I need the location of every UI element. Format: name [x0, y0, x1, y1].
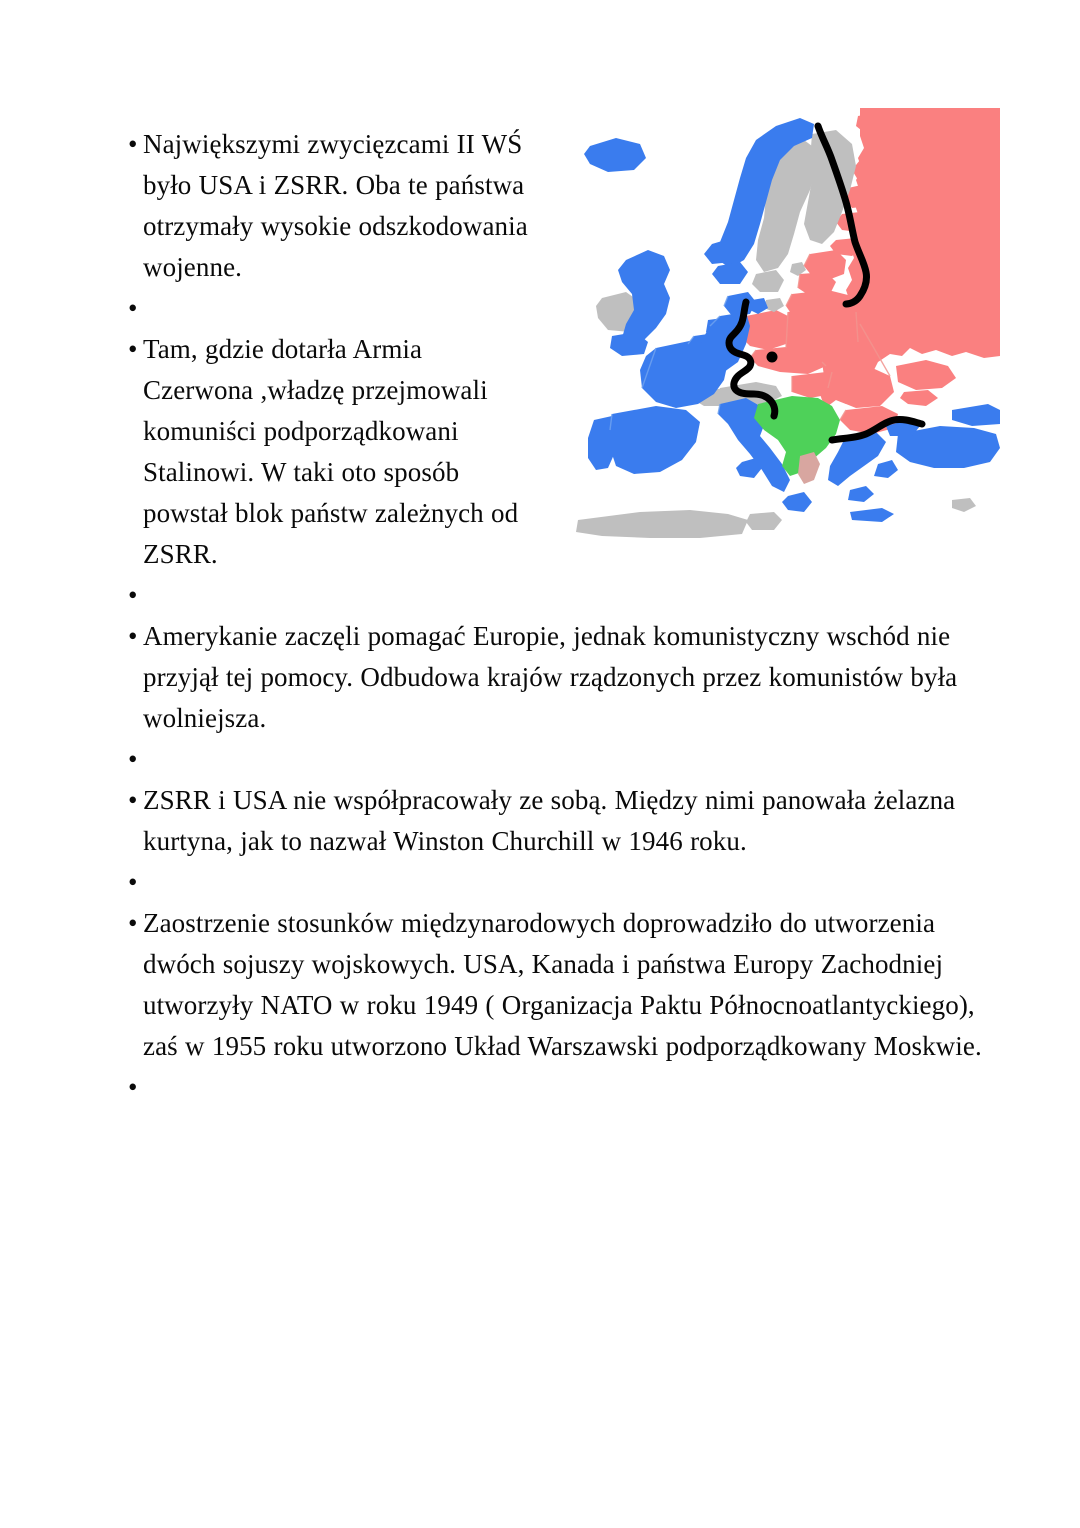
bullet-marker-icon: •: [128, 1072, 138, 1102]
list-item: [128, 329, 1012, 575]
list-item: [128, 616, 1012, 739]
list-item: [128, 124, 1012, 288]
bullet-marker-icon: •: [128, 867, 138, 897]
bullet-marker-icon: •: [128, 293, 138, 323]
bullet-marker-icon: •: [128, 744, 138, 774]
list-item: [128, 862, 1012, 903]
bullet-marker-icon: •: [128, 785, 138, 815]
list-item-text: [143, 1067, 1012, 1108]
list-item-text: ZSRR i USA nie współpracowały ze sobą. Między nimi panowała żelazna kurtyna, jak to nazwał Winston Churchill w 1946 roku.: [143, 785, 956, 856]
list-item: [128, 288, 1012, 329]
list-item: [128, 739, 1012, 780]
list-item-text: [143, 862, 1012, 903]
list-item-text: Amerykanie zaczęli pomagać Europie, jednak komunistyczny wschód nie przyjął tej pomocy. Odbudowa krajów rządzonych przez komunistów była wolniejsza.: [143, 621, 958, 733]
list-item: [128, 1067, 1012, 1108]
bullet-marker-icon: •: [128, 129, 138, 159]
bullet-marker-icon: •: [128, 334, 138, 364]
list-item-text: [143, 739, 1012, 780]
list-item-text: [143, 575, 1012, 616]
bullet-marker-icon: •: [128, 621, 138, 651]
list-item-text: [143, 288, 535, 329]
bullet-list: [128, 124, 1012, 1108]
bullet-marker-icon: •: [128, 908, 138, 938]
list-item: [128, 903, 1012, 1067]
bullet-marker-icon: •: [128, 580, 138, 610]
list-item: [128, 780, 1012, 862]
list-item: [128, 575, 1012, 616]
list-item-text: Tam, gdzie dotarła Armia Czerwona ,władzę przejmowali komuniści podporządkowani Stalinowi. W taki oto sposób powstał blok państw zależnych od ZSRR.: [143, 334, 519, 569]
list-item-text: Największymi zwycięzcami II WŚ było USA i ZSRR. Oba te państwa otrzymały wysokie odszkodowania wojenne.: [143, 129, 528, 282]
list-item-text: Zaostrzenie stosunków międzynarodowych doprowadziło do utworzenia dwóch sojuszy wojskowych. USA, Kanada i państwa Europy Zachodniej utworzyły NATO w roku 1949 ( Organizacja Paktu Północnoatlantyckiego), zaś w 1955 roku utworzono Układ Warszawski podporządkowany Moskwie.: [143, 908, 982, 1061]
